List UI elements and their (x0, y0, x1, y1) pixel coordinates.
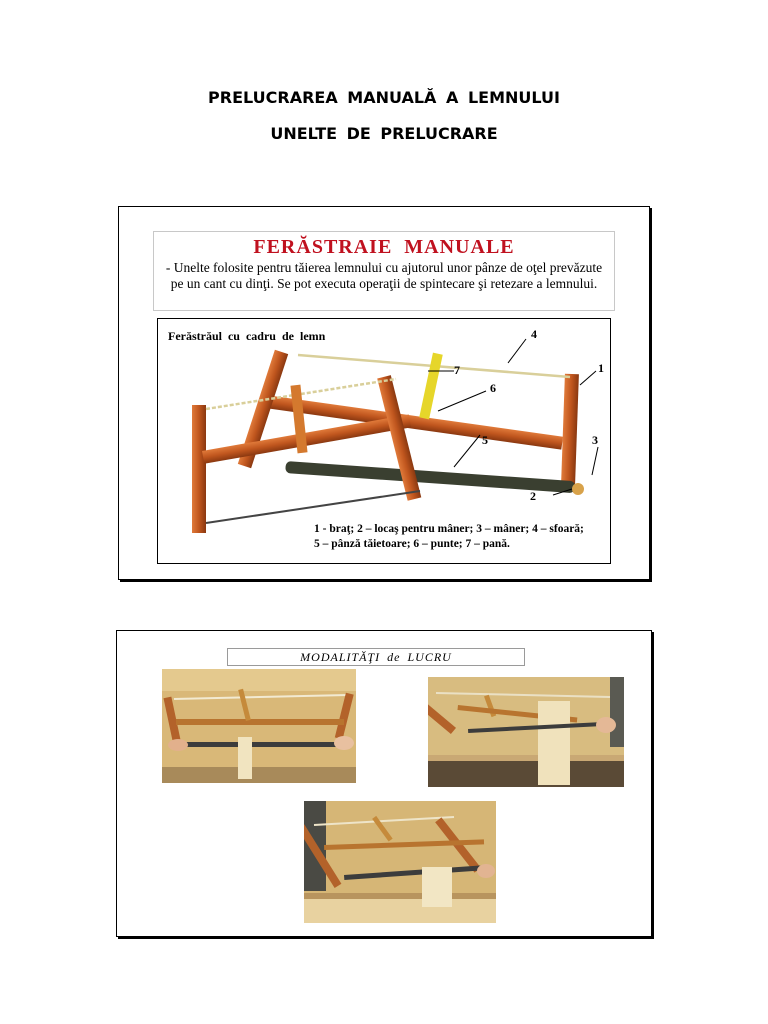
saw-figure (157, 318, 611, 564)
part-label-5: 5 (482, 433, 488, 447)
legend-line-1: 1 - braţ; 2 – locaş pentru mâner; 3 – mâner; 4 – sfoară; (314, 523, 584, 535)
page-subtitle: UNELTE DE PRELUCRARE (270, 124, 498, 143)
figure-title: Ferăstrăul cu cadru de lemn (168, 329, 326, 343)
part-label-3: 3 (592, 433, 598, 447)
page-title: PRELUCRAREA MANUALĂ A LEMNULUI (208, 88, 560, 107)
sawing-photo-2 (428, 677, 624, 787)
sawing-photo-3 (304, 801, 496, 923)
part-label-6: 6 (490, 381, 496, 395)
slide-frame-saw (118, 206, 650, 580)
slide-description: - Unelte folosite pentru tăierea lemnului cu ajutorul unor pânze de oţel prevăzute pe un cant cu dinţi. Se pot executa operaţii de spintecare şi retezare a lemnului. (165, 260, 603, 291)
part-label-7: 7 (454, 363, 460, 377)
slide-heading: FERĂSTRAIE MANUALE (253, 236, 515, 258)
front-saw (192, 375, 421, 533)
legend-line-2: 5 – pânză tăietoare; 6 – punte; 7 – pană. (314, 538, 510, 550)
part-label-4: 4 (531, 327, 537, 341)
sawing-photo-1 (162, 669, 356, 783)
part-label-1: 1 (598, 361, 604, 375)
slide-working-methods (116, 630, 652, 937)
part-label-2: 2 (530, 489, 536, 503)
slide-heading: MODALITĂŢI de LUCRU (227, 648, 525, 666)
slide-header-box (153, 231, 615, 311)
parts-legend (314, 522, 604, 552)
